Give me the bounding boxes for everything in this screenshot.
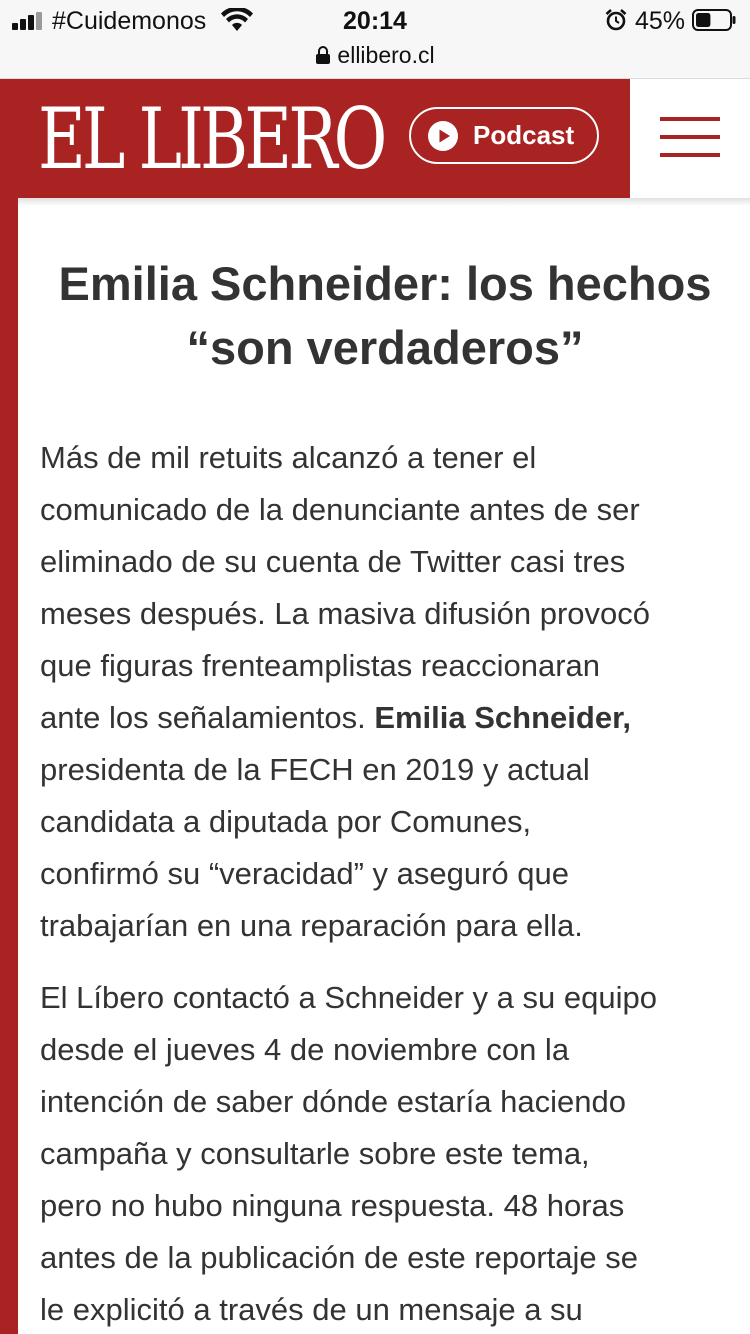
paragraph-line: le explicitó a través de un mensaje a su: [40, 1292, 583, 1327]
paragraph-line: trabajarían en una reparación para ella.: [40, 908, 583, 943]
paragraph-line: Más de mil retuits alcanzó a tener el: [40, 440, 537, 475]
article-body: [40, 252, 730, 1334]
battery-percent: 45%: [635, 7, 686, 35]
paragraph-line: comunicado de la denunciante antes de ser: [40, 492, 640, 527]
carrier-name: #Cuidemonos: [52, 7, 207, 35]
brand-area: [0, 79, 630, 198]
play-circle-icon: [427, 120, 459, 152]
site-header: [0, 79, 750, 198]
article-paragraph: [40, 972, 730, 1334]
paragraph-line: intención de saber dónde estaría haciendo: [40, 1084, 626, 1119]
url-text: ellibero.cl: [337, 42, 435, 68]
status-bar: [0, 0, 750, 40]
paragraph-line: pero no hubo ninguna respuesta. 48 horas: [40, 1188, 625, 1223]
podcast-label: Podcast: [473, 120, 575, 150]
battery-icon: [692, 9, 736, 31]
paragraph-line: meses después. La masiva difusión provocó: [40, 596, 650, 631]
paragraph-line: confirmó su “veracidad” y aseguró que: [40, 856, 569, 891]
status-time: 20:14: [343, 7, 407, 35]
title-line: Emilia Schneider: los hechos: [58, 257, 712, 310]
paragraph-line: presidenta de la FECH en 2019 y actual: [40, 752, 590, 787]
left-brand-stripe: [0, 198, 18, 1334]
alarm-icon: [604, 8, 628, 32]
hamburger-menu-button[interactable]: [630, 79, 750, 198]
article-title: [40, 252, 730, 380]
site-logo[interactable]: EL LIBERO: [38, 90, 384, 188]
paragraph-text: ante los señalamientos.: [40, 700, 375, 735]
hamburger-line: [660, 153, 720, 157]
paragraph-line: antes de la publicación de este reportaje se: [40, 1240, 639, 1275]
hamburger-menu-icon: [660, 117, 720, 121]
paragraph-line: eliminado de su cuenta de Twitter casi tres: [40, 544, 626, 579]
bold-name: Emilia Schneider,: [374, 700, 632, 735]
paragraph-line: El Líbero contactó a Schneider y a su equipo: [40, 980, 657, 1015]
lock-icon: [315, 45, 331, 65]
paragraph-line: que figuras frenteamplistas reaccionaran: [40, 648, 601, 683]
header-shadow: [18, 198, 750, 206]
browser-url-bar[interactable]: [0, 40, 750, 79]
paragraph-line: [40, 692, 730, 744]
paragraph-line: candidata a diputada por Comunes,: [40, 804, 532, 839]
paragraph-line: campaña y consultarle sobre este tema,: [40, 1136, 590, 1171]
podcast-button[interactable]: [409, 107, 599, 164]
article-paragraph: [40, 432, 730, 952]
title-line: “son verdaderos”: [186, 321, 584, 374]
hamburger-line: [660, 135, 720, 139]
paragraph-line: desde el jueves 4 de noviembre con la: [40, 1032, 570, 1067]
